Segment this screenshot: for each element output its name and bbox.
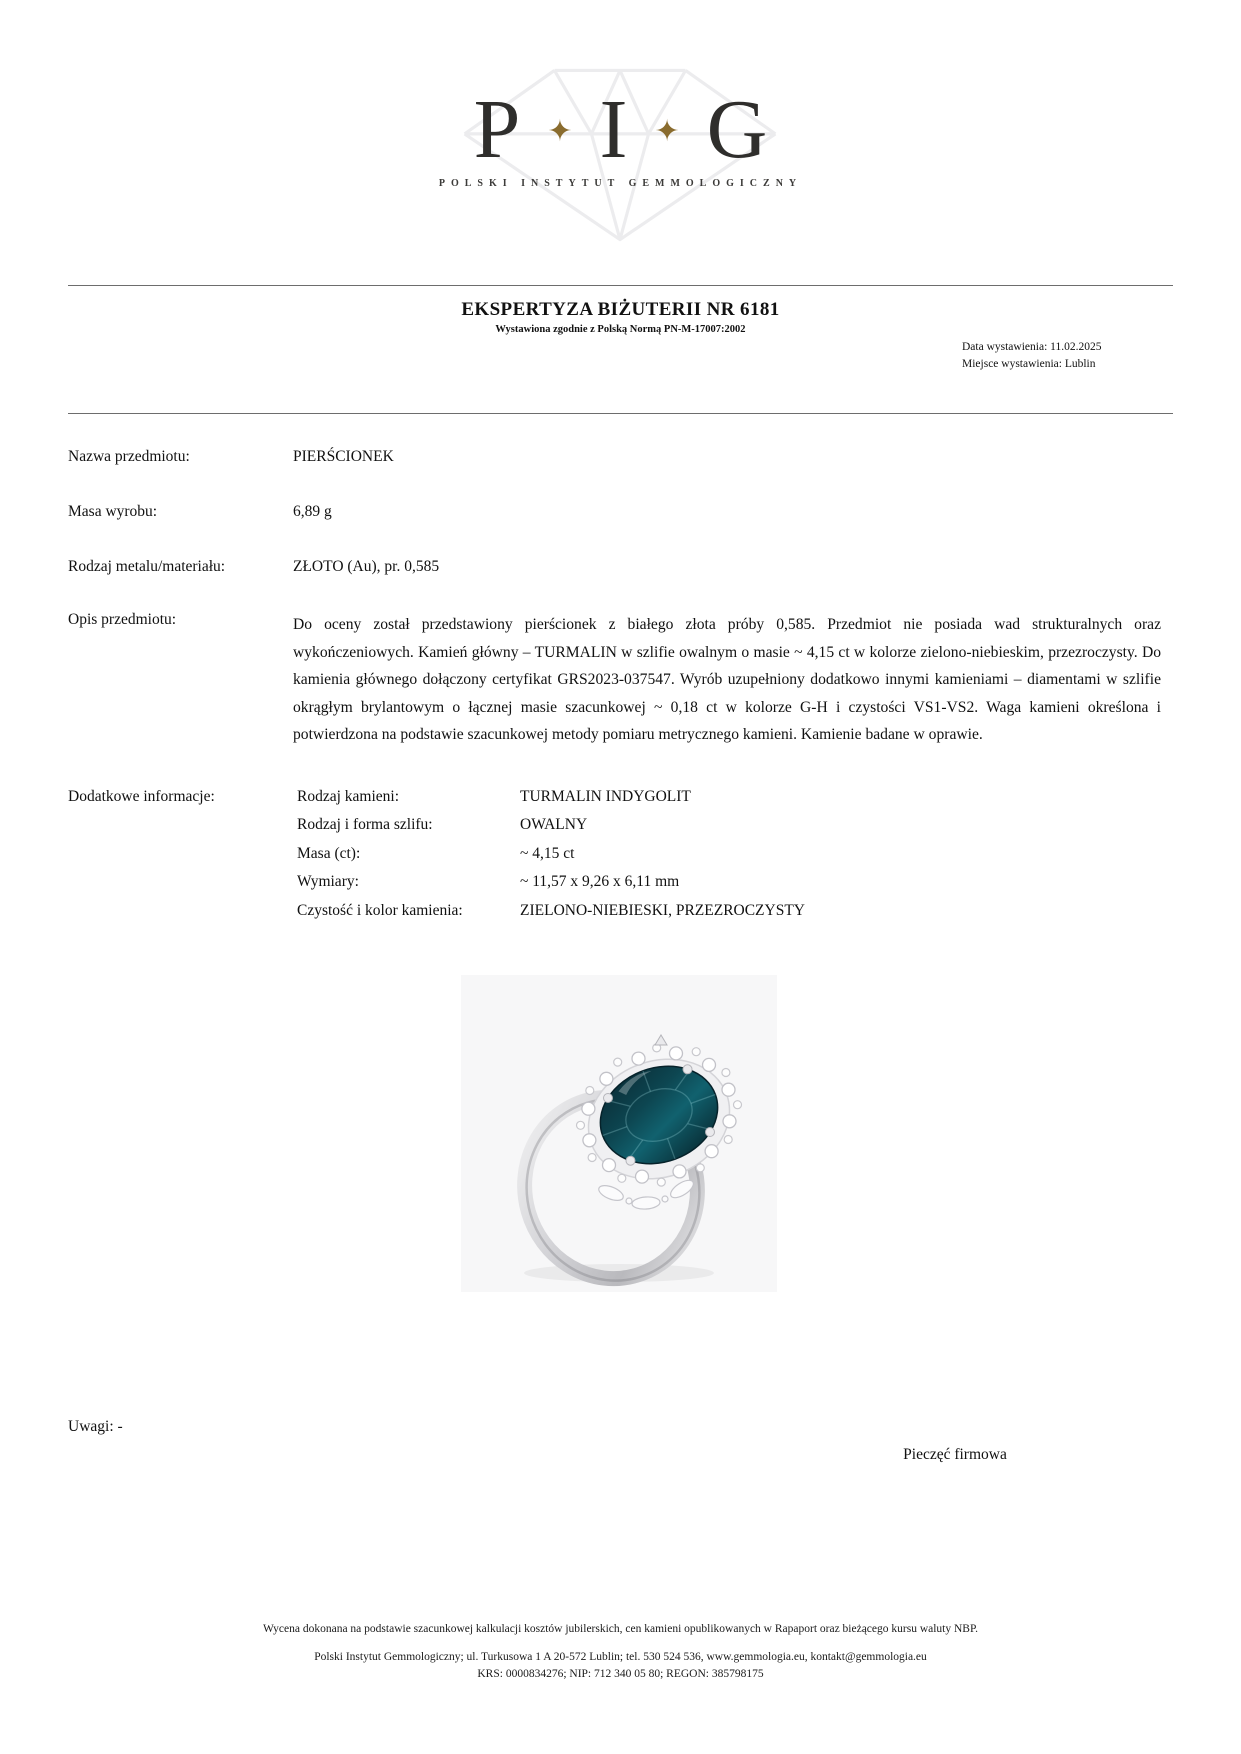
star-icon: ✦ bbox=[547, 115, 573, 148]
star-icon: ✦ bbox=[654, 115, 680, 148]
add-label-clarity-color: Czystość i kolor kamienia: bbox=[297, 902, 463, 919]
add-label-carat: Masa (ct): bbox=[297, 845, 361, 862]
field-value-metal: ZŁOTO (Au), pr. 0,585 bbox=[293, 558, 440, 575]
field-label-description: Opis przedmiotu: bbox=[68, 611, 177, 628]
footer-address: Polski Instytut Gemmologiczny; ul. Turkusowa 1 A 20-572 Lublin; tel. 530 524 536, www.gemmologia.eu, kontakt@gemmologia.eu bbox=[314, 1651, 927, 1663]
add-value-clarity-color: ZIELONO-NIEBIESKI, PRZEZROCZYSTY bbox=[520, 902, 806, 919]
field-label-mass: Masa wyrobu: bbox=[68, 503, 158, 520]
logo-letter-i: I bbox=[599, 83, 628, 176]
logo-letter-p: P bbox=[473, 83, 521, 176]
field-value-mass: 6,89 g bbox=[293, 503, 332, 520]
certificate-norm: Wystawiona zgodnie z Polską Normą PN-M-17007:2002 bbox=[495, 324, 746, 335]
add-value-dimensions: ~ 11,57 x 9,26 x 6,11 mm bbox=[520, 873, 680, 890]
logo-subtitle: POLSKI INSTYTUT GEMMOLOGICZNY bbox=[438, 178, 803, 189]
add-value-carat: ~ 4,15 ct bbox=[520, 845, 575, 862]
add-label-cut: Rodzaj i forma szlifu: bbox=[297, 816, 433, 833]
footer-valuation-note: Wycena dokonana na podstawie szacunkowej kalkulacji kosztów jubilerskich, cen kamieni opublikowanych w Rapaport oraz bieżącego kursu waluty NBP. bbox=[263, 1623, 978, 1635]
field-label-name: Nazwa przedmiotu: bbox=[68, 448, 190, 465]
stamp-label: Pieczęć firmowa bbox=[903, 1446, 1007, 1463]
field-label-additional: Dodatkowe informacje: bbox=[68, 788, 215, 805]
description-text: Do oceny został przedstawiony pierścionek z białego złota próby 0,585. Przedmiot nie posiada wad strukturalnych oraz wykończeniowych. Kamień główny – TURMALIN w szlifie owalnym o masie ~ 4,15 ct w kolorze zielono-niebieskim, przezroczysty. Do kamienia głównego dołączony certyfikat GRS2023-037547. Wyrób uzupełniony dodatkowo innymi kamieniami – diamentami w szlifie okrągłym brylantowym o łącznej masie szacunkowej ~ 0,18 ct w kolorze G-H i czystości VS1-VS2. Waga kamieni określona i potwierdzona na podstawie szacunkowej metody pomiaru metrycznego kamieni. Kamienie badane w oprawie. bbox=[293, 616, 1161, 744]
field-label-metal: Rodzaj metalu/materiału: bbox=[68, 558, 226, 575]
certificate-title: EKSPERTYZA BIŻUTERII NR 6181 bbox=[461, 299, 780, 320]
pig-logo bbox=[0, 83, 1241, 176]
ring-photo bbox=[461, 975, 777, 1292]
add-value-stone-type: TURMALIN INDYGOLIT bbox=[520, 788, 691, 805]
add-label-dimensions: Wymiary: bbox=[297, 873, 359, 890]
field-value-name: PIERŚCIONEK bbox=[293, 448, 394, 465]
add-label-stone-type: Rodzaj kamieni: bbox=[297, 788, 400, 805]
remarks-text: Uwagi: - bbox=[68, 1418, 123, 1435]
issue-place: Miejsce wystawienia: Lublin bbox=[962, 357, 1096, 370]
issue-info bbox=[962, 339, 1222, 372]
footer-registry: KRS: 0000834276; NIP: 712 340 05 80; REGON: 385798175 bbox=[477, 1668, 764, 1680]
add-value-cut: OWALNY bbox=[520, 816, 588, 833]
divider-top bbox=[68, 285, 1173, 286]
issue-date: Data wystawienia: 11.02.2025 bbox=[962, 341, 1102, 353]
logo-letter-g: G bbox=[706, 83, 768, 176]
divider-header bbox=[68, 413, 1173, 414]
